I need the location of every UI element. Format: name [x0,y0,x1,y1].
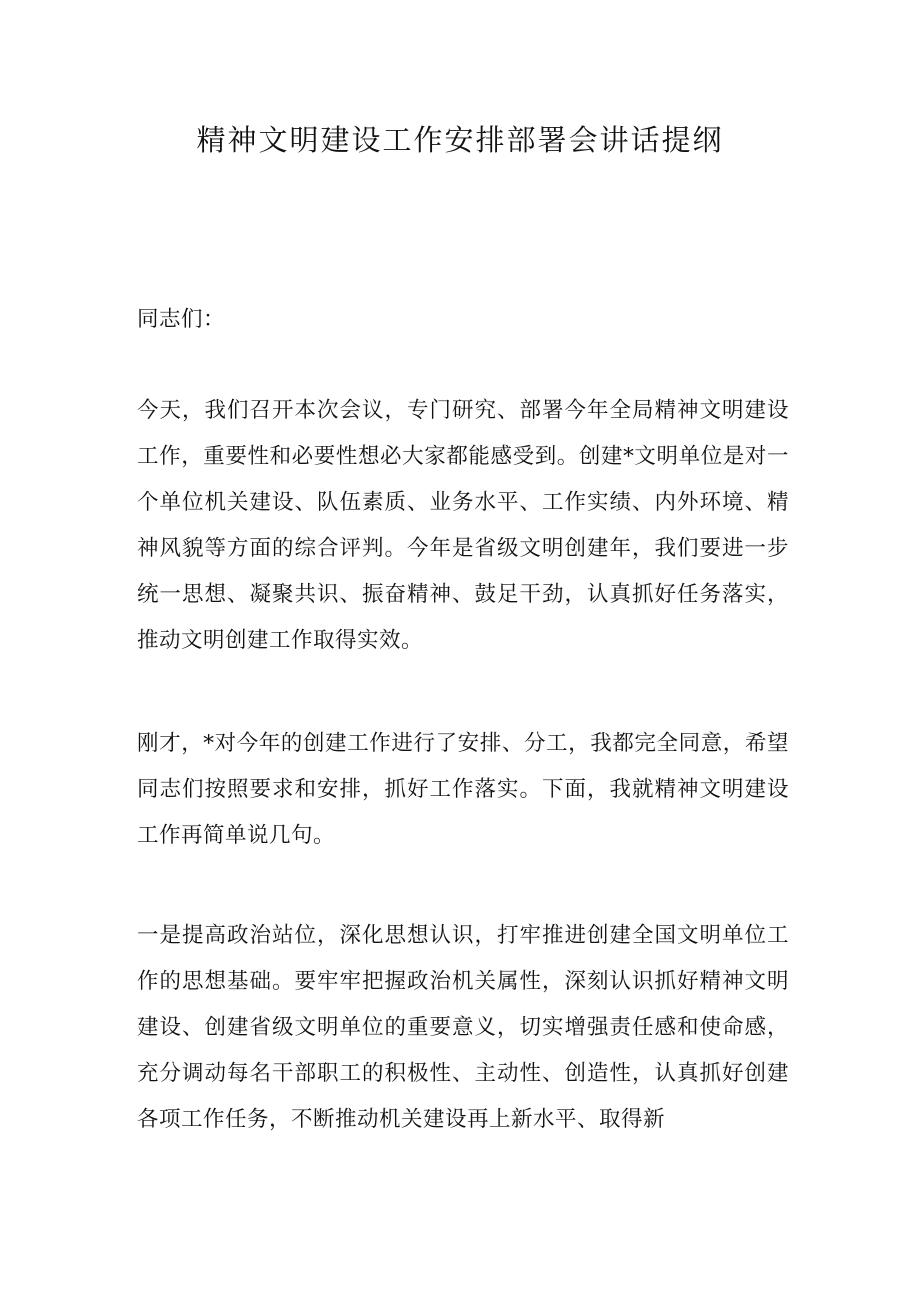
body-paragraph-3: 一是提高政治站位，深化思想认识，打牢推进创建全国文明单位工作的思想基础。要牢牢把握政治机关属性，深刻认识抓好精神文明建设、创建省级文明单位的重要意义，切实增强责任感和使命感，充分调动每名干部职工的积极性、主动性、创造性，认真抓好创建各项工作任务，不断推动机关建设再上新水平、取得新 [137,923,789,1132]
body-paragraph-1: 今天，我们召开本次会议，专门研究、部署今年全局精神文明建设工作，重要性和必要性想必大家都能感受到。创建*文明单位是对一个单位机关建设、队伍素质、业务水平、工作实绩、内外环境、精神风貌等方面的综合评判。今年是省级文明创建年，我们要进一步统一思想、凝聚共识、振奋精神、鼓足干劲，认真抓好任务落实，推动文明创建工作取得实效。 [137,398,789,653]
body-paragraph-2: 刚才，*对今年的创建工作进行了安排、分工，我都完全同意，希望同志们按照要求和安排，抓好工作落实。下面，我就精神文明建设工作再简单说几句。 [137,731,789,848]
document-title: 精神文明建设工作安排部署会讲话提纲 [196,123,724,157]
salutation: 同志们： [137,307,226,332]
